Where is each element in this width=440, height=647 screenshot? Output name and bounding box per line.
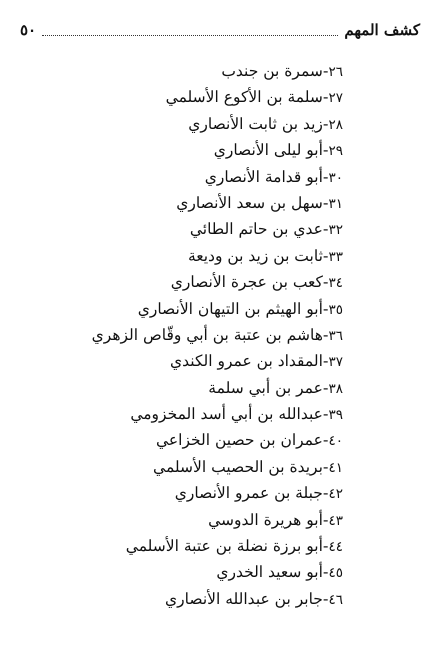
entry-separator: ‐ [322,352,329,371]
entry-separator: ‐ [322,299,329,318]
entry-separator: ‐ [322,114,329,133]
entry-name: بريدة بن الحصيب الأسلمي [153,457,323,476]
list-item [60,322,343,348]
entry-name: سهل بن سعد الأنصاري [176,193,323,212]
entry-separator: ‐ [322,167,329,186]
entry-name: أبو ليلى الأنصاري [213,141,323,160]
list-item [60,164,343,190]
list-item [60,111,343,137]
entry-separator: ‐ [322,484,329,503]
entry-separator: ‐ [322,141,329,160]
entry-separator: ‐ [322,246,329,265]
list-item [60,533,343,559]
entry-separator: ‐ [322,220,329,239]
entry-separator: ‐ [322,378,329,397]
entry-number: ٤٣ [328,512,343,529]
list-item [60,84,343,110]
list-item [60,427,343,453]
dotted-leader [42,35,338,36]
list-item [60,269,343,295]
entry-name: سلمة بن الأكوع الأسلمي [165,88,323,107]
entry-number: ٤٦ [328,591,343,608]
entry-separator: ‐ [322,537,329,556]
entry-number: ٢٨ [328,116,343,133]
entry-name: جبلة بن عمرو الأنصاري [174,484,323,503]
entry-name: أبو برزة نضلة بن عتبة الأسلمي [125,537,323,556]
entry-separator: ‐ [322,563,329,582]
entry-separator: ‐ [322,62,329,80]
list-item [60,375,343,401]
entry-name: زيد بن ثابت الأنصاري [188,114,323,133]
entry-name: عبدالله بن أبي أسد المخزومي [130,405,323,424]
list-item [60,507,343,533]
entry-number: ٣٢ [328,222,343,239]
entry-separator: ‐ [322,325,329,344]
entry-number: ٤٥ [328,565,343,582]
entry-name: كعب بن عجرة الأنصاري [170,273,323,292]
entry-number: ٣٤ [328,275,343,292]
entry-name: هاشم بن عتبة بن أبي وقّاص الزهري [91,325,323,344]
entry-number: ٣٣ [328,248,343,265]
list-item [60,216,343,242]
running-header [20,18,420,42]
entry-name: أبو سعيد الخدري [216,563,323,582]
list-item [60,296,343,322]
list-item [60,454,343,480]
list-item [60,243,343,269]
list-item [60,348,343,374]
entry-separator: ‐ [322,88,329,107]
entry-number: ٤٢ [328,486,343,503]
entry-name: أبو قدامة الأنصاري [204,167,323,186]
entry-number: ٢٩ [328,143,343,160]
entry-separator: ‐ [322,431,329,450]
entry-name: عمران بن حصين الخزاعي [155,431,323,450]
entry-number: ٣٨ [328,380,343,397]
list-item [60,480,343,506]
entry-separator: ‐ [322,405,329,424]
entry-name: أبو الهيثم بن التيهان الأنصاري [137,299,323,318]
entry-number: ٣٩ [328,407,343,424]
entry-separator: ‐ [322,273,329,292]
entry-number: ٤٠ [328,433,343,450]
entry-separator: ‐ [322,457,329,476]
entry-number: ٣١ [328,195,343,212]
entry-number: ٣٧ [328,354,343,371]
entry-number: ٢٦ [328,64,343,80]
entry-name: ثابت بن زيد بن وديعة [187,246,323,265]
entry-number: ٢٧ [328,90,343,107]
entry-separator: ‐ [322,193,329,212]
narrators-list [60,58,343,612]
entry-name: سمرة بن جندب [221,62,323,80]
entry-number: ٣٥ [328,301,343,318]
entry-name: أبو هريرة الدوسي [208,510,323,529]
book-title: كشف المهم [344,21,420,39]
list-item [60,137,343,163]
entry-number: ٤١ [328,459,343,476]
list-item [60,58,343,84]
page-number: ٥٠ [20,21,37,39]
entry-number: ٣٦ [328,327,343,344]
entry-separator: ‐ [322,510,329,529]
list-item [60,401,343,427]
entry-separator: ‐ [322,589,329,608]
entry-number: ٤٤ [328,539,343,556]
list-item [60,559,343,585]
entry-name: عمر بن أبي سلمة [208,378,323,397]
entry-name: عدي بن حاتم الطائي [189,220,323,239]
list-item [60,190,343,216]
list-item [60,586,343,612]
entry-name: المقداد بن عمرو الكندي [170,352,323,371]
entry-name: جابر بن عبدالله الأنصاري [165,589,323,608]
entry-number: ٣٠ [328,169,343,186]
